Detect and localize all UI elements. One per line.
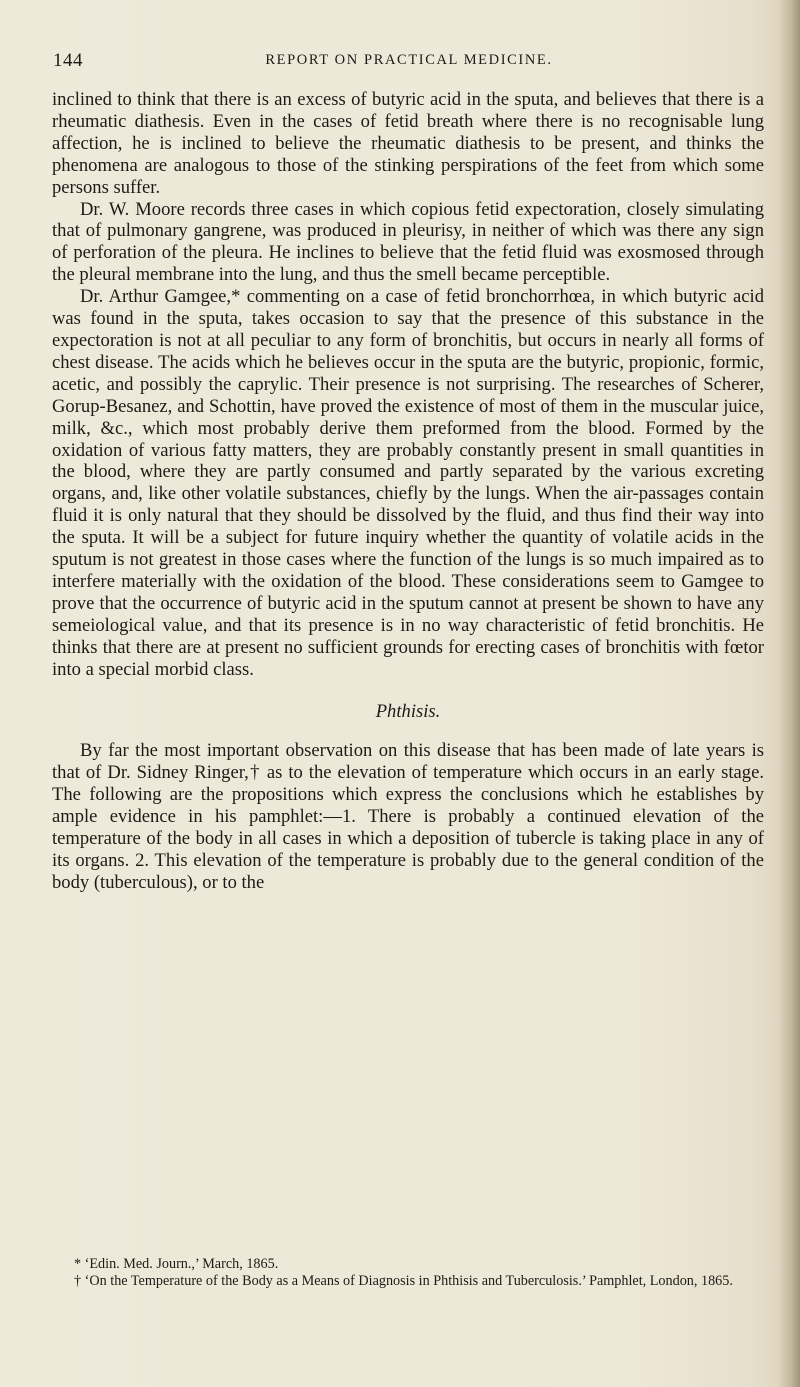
- paragraph-gamgee: Dr. Arthur Gamgee,* commenting on a case of fetid bronchorrhœa, in which butyric acid was found in the sputa, takes occasion to say that the presence of this substance in the expectoration is not at all peculiar to any form of bronchitis, but occurs in nearly all forms of chest disease. The acids which he believes occur in the sputa are the butyric, propionic, formic, acetic, and possibly the caprylic. Their presence is not surprising. The researches of Scherer, Gorup-Besanez, and Schottin, have proved the existence of most of them in the muscular juice, milk, &c., which most probably derive them preformed from the blood. Formed by the oxidation of various fatty matters, they are probably constantly present in small quantities in the blood, where they are partly consumed and partly separated by the various excreting organs, and, like other volatile substances, chiefly by the lungs. When the air-passages contain fluid it is only natural that they should be dissolved by the fluid, and thus find their way into the sputa. It will be a subject for future inquiry whether the quantity of volatile acids in the sputum is not greatest in those cases where the function of the lungs is so much impaired as to interfere materially with the oxidation of the blood. These considerations seem to Gamgee to prove that the occurrence of butyric acid in the sputum cannot at present be shown to have any semeiological value, and that its presence is in no way characteristic of fetid bronchitis. He thinks that there are at present no sufficient grounds for erecting cases of bronchitis with fœtor into a special morbid class.: [52, 286, 764, 680]
- running-head: REPORT ON PRACTICAL MEDICINE.: [265, 52, 553, 68]
- paragraph-continuation: inclined to think that there is an excess of butyric acid in the sputa, and believes that there is a rheumatic diathesis. Even in the cases of fetid breath where there is no recognisable lung affection, he is inclined to believe the rheumatic diathesis to be present, and thinks the phenomena are analogous to those of the stinking perspirations of the feet from which some persons suffer.: [52, 89, 764, 198]
- page-number: 144: [53, 50, 83, 71]
- footnotes: [52, 1256, 764, 1290]
- page-edge-shadow: [778, 0, 800, 1387]
- footnote-1: * ‘Edin. Med. Journ.,’ March, 1865.: [74, 1256, 279, 1272]
- page-header: [53, 50, 765, 78]
- paragraph-ringer: By far the most important observation on this disease that has been made of late years is that of Dr. Sidney Ringer,† as to the elevation of temperature which occurs in an early stage. The following are the propositions which express the conclusions which he establishes by ample evidence in his pamphlet:—1. There is probably a continued elevation of the temperature of the body in all cases in which a deposition of tubercle is taking place in any of its organs. 2. This elevation of the temperature is probably due to the general condition of the body (tuberculous), or to the: [52, 740, 764, 893]
- section-heading-phthisis: Phthisis.: [375, 701, 441, 723]
- footnote-2: † ‘On the Temperature of the Body as a Means of Diagnosis in Phthisis and Tuberculosis.’ Pamphlet, London, 1865.: [74, 1273, 733, 1289]
- body-text: [52, 89, 764, 894]
- paragraph-moore: Dr. W. Moore records three cases in which copious fetid expectoration, closely simulating that of pulmonary gangrene, was produced in pleurisy, in neither of which was there any sign of perforation of the pleura. He inclines to believe that the fetid fluid was exosmosed through the pleural membrane into the lung, and thus the smell became perceptible.: [52, 198, 764, 286]
